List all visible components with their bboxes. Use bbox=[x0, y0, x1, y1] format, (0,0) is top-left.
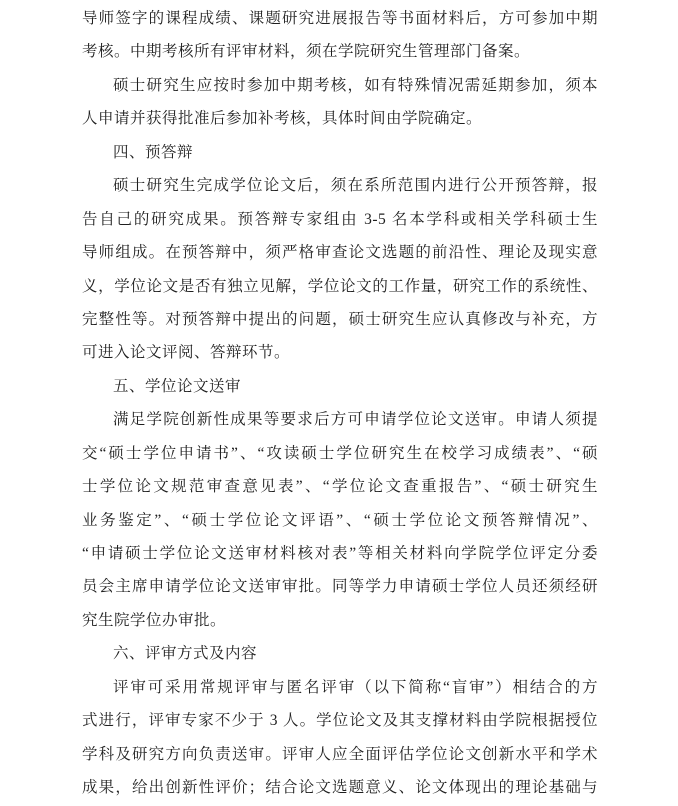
text-line: 交“硕士学位申请书”、“攻读硕士学位研究生在校学习成绩表”、“硕 bbox=[82, 444, 598, 462]
text-line: 完整性等。对预答辩中提出的问题，硕士研究生应认真修改与补充，方 bbox=[82, 310, 598, 328]
text-line: 考核。中期考核所有评审材料，须在学院研究生管理部门备案。 bbox=[82, 43, 531, 61]
text-line: 可进入论文评阅、答辩环节。 bbox=[82, 344, 291, 362]
text-line: 导师签字的课程成绩、课题研究进展报告等书面材料后，方可参加中期 bbox=[82, 10, 598, 27]
section-heading: 五、学位论文送审 bbox=[113, 377, 242, 395]
text-line: 士学位论文规范审查意见表”、“学位论文查重报告”、“硕士研究生 bbox=[82, 478, 598, 496]
text-line: 评审可采用常规评审与匿名评审（以下简称“盲审”）相结合的方 bbox=[113, 678, 598, 696]
text-line: 员会主席申请学位论文送审审批。同等学力申请硕士学位人员还须经研 bbox=[82, 578, 598, 596]
text-line: 业务鉴定”、“硕士学位论文评语”、“硕士学位论文预答辩情况”、 bbox=[82, 511, 598, 529]
text-line: 告自己的研究成果。预答辩专家组由 3-5 名本学科或相关学科硕士生 bbox=[82, 210, 598, 228]
text-line: “申请硕士学位论文送审材料核对表”等相关材料向学院学位评定分委 bbox=[82, 545, 598, 562]
text-line: 导师组成。在预答辩中，须严格审查论文选题的前沿性、理论及现实意 bbox=[82, 244, 598, 262]
text-line: 硕士研究生完成学位论文后，须在系所范围内进行公开预答辩，报 bbox=[113, 177, 598, 195]
document-body bbox=[82, 2, 598, 805]
text-line: 学科及研究方向负责送审。评审人应全面评估学位论文创新水平和学术 bbox=[82, 745, 598, 763]
text-line: 成果，给出创新性评价；结合论文选题意义、论文体现出的理论基础与 bbox=[82, 779, 598, 797]
text-line: 式进行，评审专家不少于 3 人。学位论文及其支撑材料由学院根据授位 bbox=[82, 712, 598, 730]
text-line: 究生院学位办审批。 bbox=[82, 611, 227, 629]
text-line: 人申请并获得批准后参加补考核，具体时间由学院确定。 bbox=[82, 110, 483, 128]
section-heading: 四、预答辩 bbox=[113, 143, 194, 161]
text-line: 义，学位论文是否有独立见解，学位论文的工作量，研究工作的系统性、 bbox=[82, 277, 598, 295]
section-heading: 六、评审方式及内容 bbox=[113, 645, 258, 663]
text-line: 满足学院创新性成果等要求后方可申请学位论文送审。申请人须提 bbox=[113, 411, 598, 429]
text-line: 硕士研究生应按时参加中期考核，如有特殊情况需延期参加，须本 bbox=[113, 76, 598, 94]
